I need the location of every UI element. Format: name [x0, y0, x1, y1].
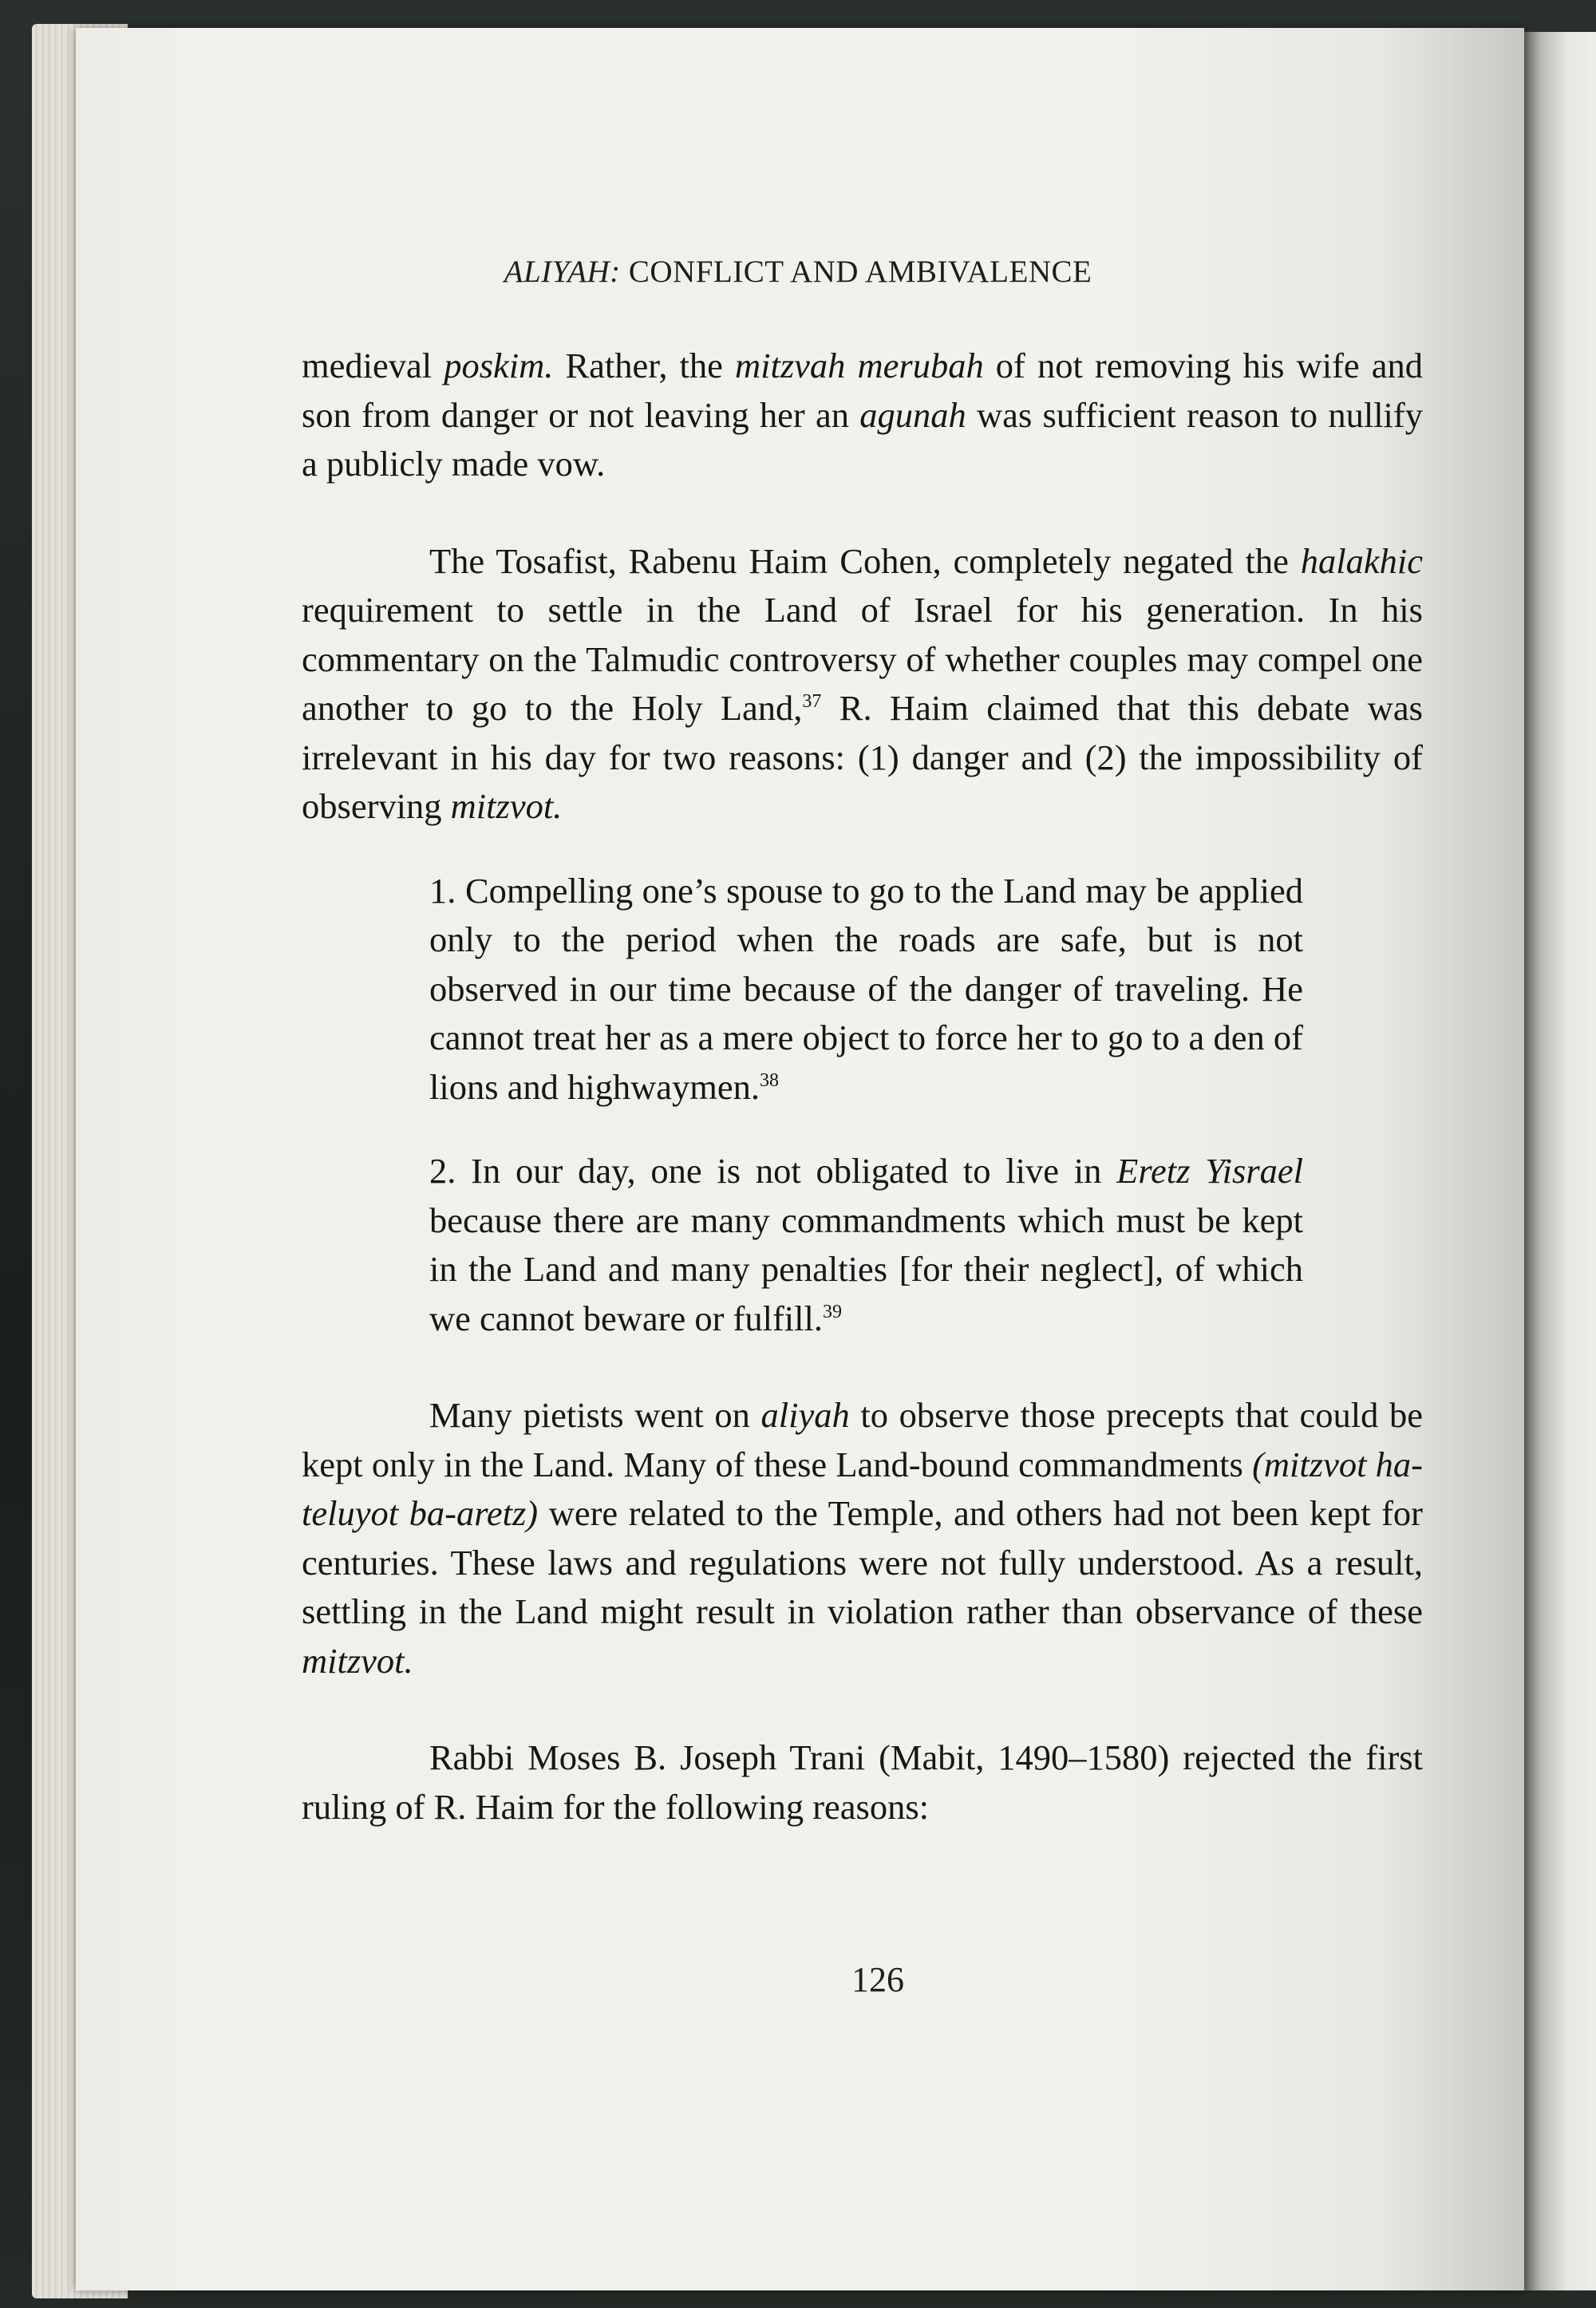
- page-number: 126: [851, 1960, 904, 1999]
- p3-term-mitzvot-ha-teluyot: (mitzvot ha-teluyot ba-aretz): [302, 1444, 1423, 1533]
- q1-text: 1. Compelling one’s spouse to go to the Land may be applied only to the period when the roads are safe, but is not observed in our time because of the danger of traveling. He cannot treat her as a mere object to force her to go to a den of lions and highwaymen.: [429, 870, 1303, 1107]
- quote-item-2: [429, 1147, 1303, 1343]
- running-head-title: CONFLICT AND AMBIVALENCE: [620, 255, 1092, 289]
- p1-text-4: was sufficient reason to nullify a publicly made vow.: [302, 394, 1423, 484]
- paragraph-3: [302, 1391, 1423, 1686]
- p3-term-mitzvot: mitzvot.: [302, 1640, 413, 1681]
- p1-text-1: medieval: [302, 346, 444, 385]
- quote-item-1: [429, 867, 1303, 1113]
- p2-text-1: The Tosafist, Rabenu Haim Cohen, completely negated the: [429, 540, 1301, 581]
- paragraph-4: [302, 1733, 1423, 1832]
- p3-text-1: Many pietists went on: [429, 1395, 761, 1435]
- p2-text-3: R. Haim claimed that this debate was irrelevant in his day for two reasons: (1) danger and (2) the impossibility of observing: [302, 688, 1423, 826]
- q2-text-1: 2. In our day, one is not obligated to live in: [429, 1151, 1117, 1191]
- footnote-ref-37: 37: [802, 691, 822, 713]
- paragraph-1: [302, 342, 1423, 489]
- p1-text-2: Rather, the: [553, 346, 735, 385]
- block-quote: [429, 867, 1303, 1344]
- q2-term-eretz-yisrael: Eretz Yisrael: [1116, 1151, 1304, 1191]
- p3-text-2: to observe those precepts that could be kept only in the Land. Many of these Land-bound commandments: [302, 1395, 1423, 1484]
- p3-text-3: were related to the Temple, and others had not been kept for centuries. These laws and regulations were not fully understood. As a result, settling in the Land might result in violation rather than observance of these: [302, 1493, 1423, 1631]
- p1-term-poskim: poskim.: [444, 346, 554, 385]
- footnote-ref-38: 38: [760, 1069, 780, 1091]
- running-head: [0, 254, 1596, 290]
- footnote-ref-39: 39: [823, 1301, 842, 1322]
- p3-term-aliyah: aliyah: [760, 1395, 850, 1435]
- p2-term-mitzvot: mitzvot.: [450, 786, 563, 826]
- p1-text-3: of not removing his wife and son from danger or not leaving her an: [302, 346, 1423, 435]
- p2-text-2: requirement to settle in the Land of Israel for his generation. In his commentary on the Talmudic controversy of whether couples may compel one another to go to the Holy Land,: [302, 590, 1423, 728]
- p4-text: Rabbi Moses B. Joseph Trani (Mabit, 1490–1580) rejected the first ruling of R. Haim for the following reasons:: [302, 1737, 1423, 1827]
- body-text: [302, 342, 1423, 1832]
- p1-term-mitzvah-merubah: mitzvah merubah: [734, 346, 984, 385]
- q2-text-2: because there are many commandments which must be kept in the Land and many penalties [for their neglect], of which we cannot beware or fulfill.: [429, 1199, 1303, 1338]
- facing-page-edge: [1524, 32, 1596, 2290]
- p1-term-agunah: agunah: [859, 394, 966, 435]
- p2-term-halakhic: halakhic: [1300, 540, 1423, 581]
- running-head-italic: ALIYAH:: [504, 255, 621, 289]
- paragraph-2: [302, 537, 1423, 832]
